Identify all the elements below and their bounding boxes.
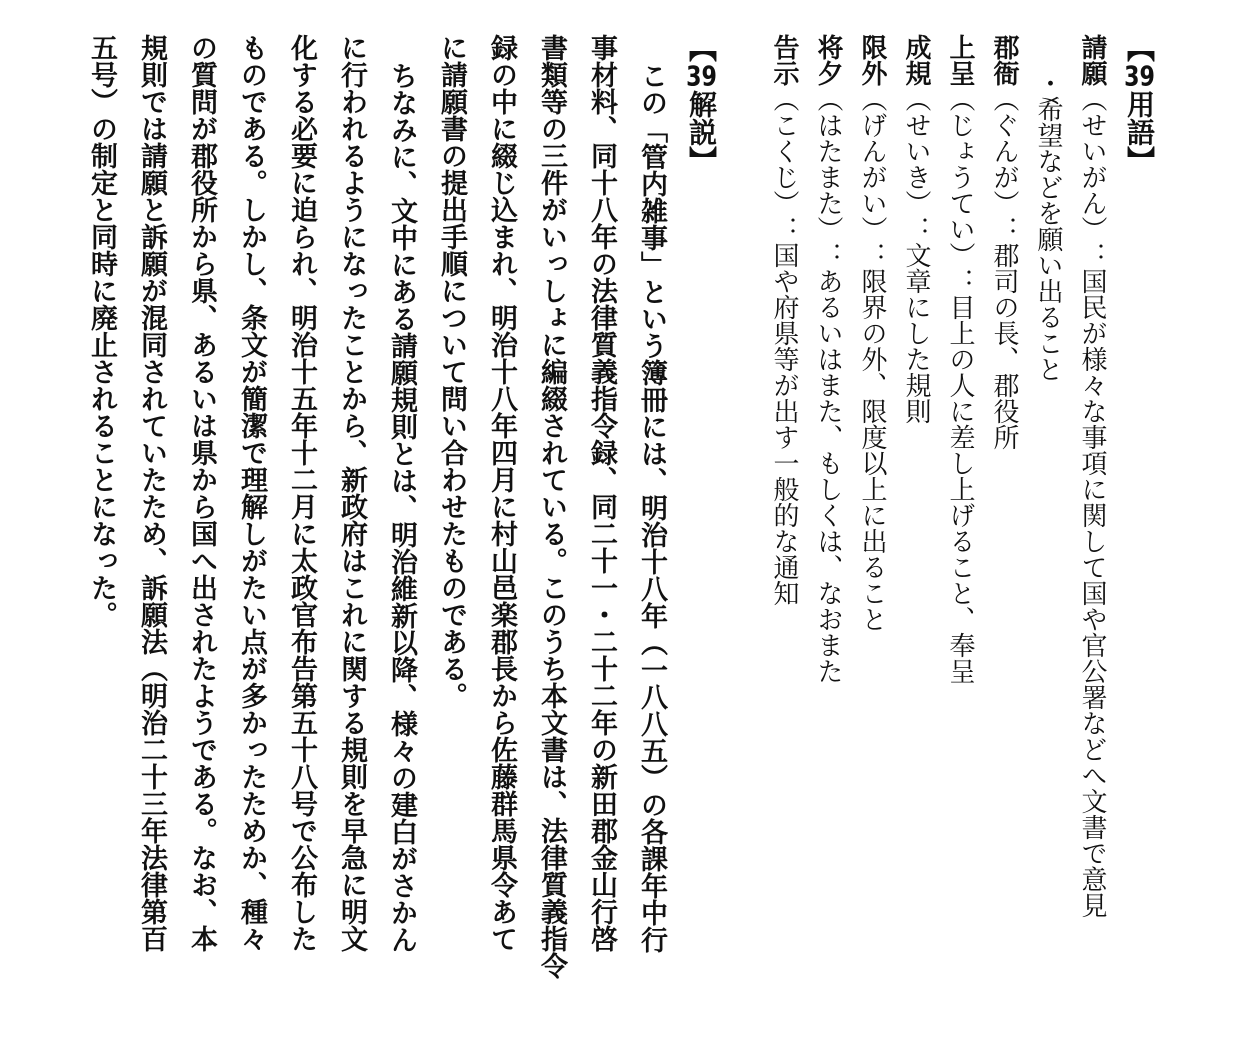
term-definition: （ぐんが）：郡司の長、郡役所 <box>989 86 1019 450</box>
explanation-heading-number: 39 <box>686 62 717 90</box>
terms-heading-close-bracket: 】 <box>1123 146 1156 174</box>
term-definition: （じょうてい）：目上の人に差し上げること、奉呈 <box>945 86 975 684</box>
term-entry <box>850 34 894 1038</box>
explanation-line: に行われるようになったことから、新政府はこれに関する規則を早急に明文 <box>336 34 367 952</box>
term-definition: （はたまた）：あるいはまた、もしくは、なおまた <box>813 86 843 684</box>
term-entry <box>938 34 982 1038</box>
term-entry <box>982 34 1026 1038</box>
explanation-line: に請願書の提出手順について問い合わせたものである。 <box>436 34 467 709</box>
terms-heading-label: 用語 <box>1123 90 1156 146</box>
term-entry <box>894 34 938 1038</box>
term-entry-continuation <box>1026 34 1070 1038</box>
term-word: 成規 <box>901 34 931 86</box>
terms-heading-number: 39 <box>1124 62 1155 90</box>
explanation-line: 事材料、同十八年の法律質義指令録、同二十一・二十二年の新田郡金山行啓 <box>586 34 617 952</box>
terms-heading <box>1114 34 1164 234</box>
term-word: 将夕 <box>813 34 843 86</box>
explanation-line: 録の中に綴じ込まれ、明治十八年四月に村山邑楽郡長から佐藤群馬県令あて <box>486 34 517 952</box>
term-word: 請願 <box>1077 34 1107 86</box>
term-entry <box>1070 34 1114 1038</box>
explanation-line: 五号）の制定と同時に廃止されることになった。 <box>86 34 117 628</box>
term-entry <box>762 34 806 1038</box>
term-word: 上呈 <box>945 34 975 86</box>
term-word: 限外 <box>857 34 887 86</box>
term-word: 告示 <box>769 34 799 86</box>
explanation-heading-label: 解説 <box>685 90 718 146</box>
explanation-heading <box>676 34 726 234</box>
explanation-heading-open-bracket: 【 <box>685 34 718 62</box>
explanation-line: ものである。しかし、条文が簡潔で理解しがたい点が多かったためか、種々 <box>236 34 267 952</box>
explanation-line: この「管内雑事」という簿冊には、明治十八年（一八八五）の各課年中行 <box>636 62 667 953</box>
term-definition: （こくじ）：国や府県等が出す一般的な通知 <box>769 86 799 606</box>
terms-heading-open-bracket: 【 <box>1123 34 1156 62</box>
explanation-line: ちなみに、文中にある請願規則とは、明治維新以降、様々の建白がさかん <box>386 62 417 953</box>
term-definition: ・希望などを願い出ること <box>1033 70 1063 382</box>
term-entry <box>806 34 850 1038</box>
term-word: 郡衙 <box>989 34 1019 86</box>
explanation-line: の質問が郡役所から県、あるいは県から国へ出されたようである。なお、本 <box>186 34 217 952</box>
explanation-line: 規則では請願と訴願が混同されていたため、訴願法（明治二十三年法律第百 <box>136 34 167 952</box>
term-definition: （げんがい）：限界の外、限度以上に出ること <box>857 86 887 632</box>
explanation-line: 化する必要に迫られ、明治十五年十二月に太政官布告第五十八号で公布した <box>286 34 317 952</box>
term-definition: （せいがん）：国民が様々な事項に関して国や官公署などへ文書で意見 <box>1077 86 1107 918</box>
term-definition: （せいき）：文章にした規則 <box>901 86 931 424</box>
explanation-heading-close-bracket: 】 <box>685 146 718 174</box>
explanation-line: 書類等の三件がいっしょに編綴されている。このうち本文書は、法律質義指令 <box>536 34 567 979</box>
